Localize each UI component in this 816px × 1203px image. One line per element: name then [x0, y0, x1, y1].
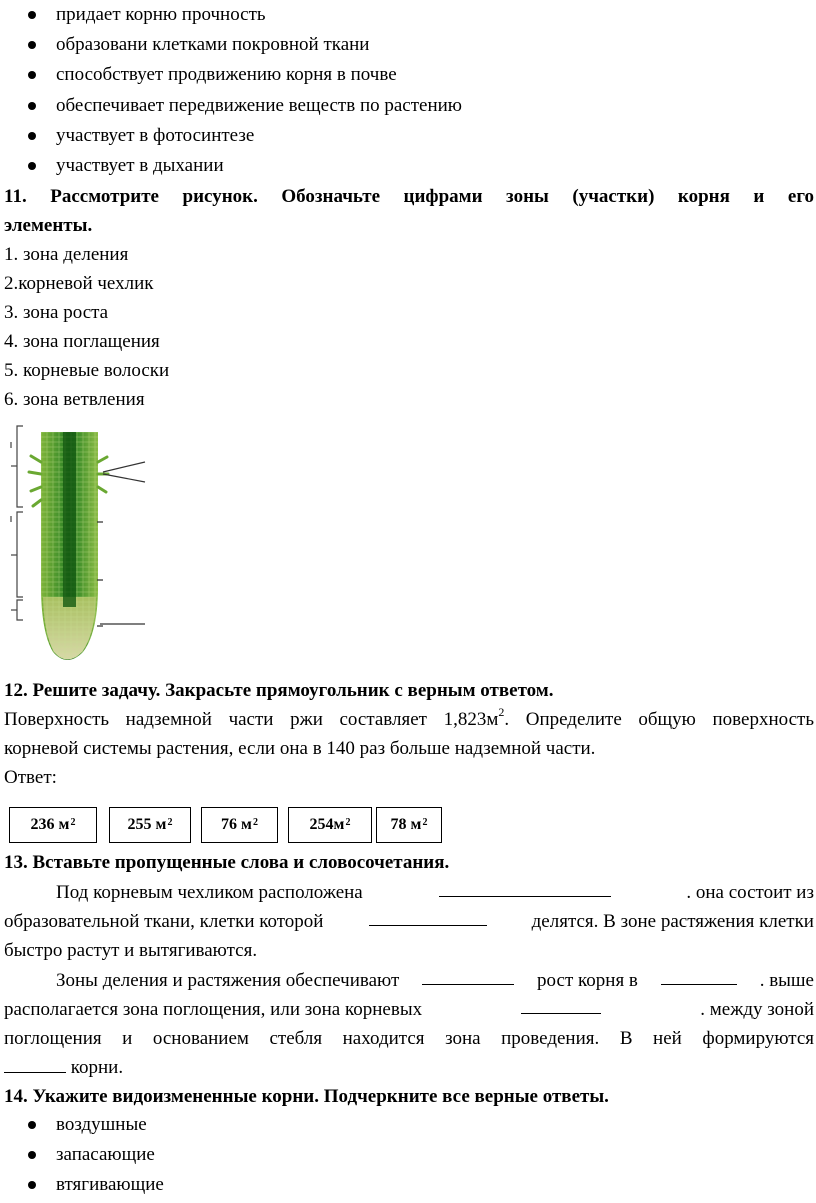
- q12-text-line1: Поверхность надземной части ржи составляет $1,823м^2$. Определите общую поверхность: [4, 704, 814, 730]
- list-item: обеспечивает передвижение веществ по растению: [28, 91, 462, 121]
- list-item: 5. корневые волоски: [4, 360, 170, 381]
- bullet-icon: [28, 1121, 36, 1129]
- bullet-icon: [28, 1181, 36, 1189]
- answer-option-5[interactable]: 78 м $^2$: [376, 807, 442, 843]
- q13-p1-line2: образовательной ткани, клетки которой делятся. В зоне растяжения клетки: [4, 907, 814, 936]
- answer-option-4[interactable]: 254м $^2$: [288, 807, 372, 843]
- zone-brackets: [11, 426, 23, 620]
- list-item: участвует в фотосинтезе: [28, 121, 462, 151]
- bullet-icon: [28, 102, 36, 110]
- q12-answer-label: Ответ:: [4, 767, 57, 788]
- bullet-icon: [28, 11, 36, 19]
- list-item: способствует продвижению корня в почве: [28, 60, 462, 90]
- q11-title-line1: 11. Рассмотрите рисунок. Обозначьте цифрами зоны (участки) корня и его: [4, 186, 814, 207]
- q11-title-line2: элементы.: [4, 215, 93, 236]
- bullet-icon: [28, 41, 36, 49]
- q13-p2-line4: корни.: [4, 1053, 814, 1082]
- blank-field[interactable]: [369, 907, 487, 926]
- list-item: участвует в дыхании: [28, 151, 462, 181]
- root-diagram-figure: [5, 412, 150, 674]
- q12-text-line2: корневой системы растения, если она в 140 раз больше надземной части.: [4, 738, 596, 759]
- list-item: запасающие: [28, 1140, 164, 1170]
- bullet-list-q14: [28, 1110, 164, 1201]
- bullet-list-top: [28, 0, 462, 181]
- q13-p2-line2: располагается зона поглощения, или зона корневых . между зоной: [4, 995, 814, 1024]
- q12-title: 12. Решите задачу. Закрасьте прямоугольник с верным ответом.: [4, 680, 554, 701]
- bullet-icon: [28, 71, 36, 79]
- blank-field[interactable]: [661, 966, 737, 985]
- q11-items: [4, 240, 814, 414]
- q13-title: 13. Вставьте пропущенные слова и словосочетания.: [4, 852, 450, 873]
- list-item: 2.корневой чехлик: [4, 273, 154, 294]
- answer-option-3[interactable]: 76 м $^2$: [201, 807, 278, 843]
- blank-field[interactable]: [422, 966, 514, 985]
- list-item: образовани клетками покровной ткани: [28, 30, 462, 60]
- pointer-lines: [97, 462, 145, 626]
- q13-p2-line1: Зоны деления и растяжения обеспечивают рост корня в . выше: [4, 966, 814, 995]
- list-item: воздушные: [28, 1110, 164, 1140]
- list-item: 1. зона деления: [4, 244, 129, 265]
- list-item: 3. зона роста: [4, 302, 109, 323]
- root-illustration: [11, 426, 145, 660]
- q13-p1-line3: быстро растут и вытягиваются.: [4, 940, 258, 961]
- blank-field[interactable]: [439, 878, 611, 897]
- bullet-icon: [28, 132, 36, 140]
- list-item: 4. зона поглащения: [4, 331, 160, 352]
- list-item: придает корню прочность: [28, 0, 462, 30]
- q13-p1-line1: Под корневым чехликом расположена . она состоит из: [4, 878, 814, 907]
- blank-field[interactable]: [521, 995, 601, 1014]
- list-item: 6. зона ветвления: [4, 389, 145, 410]
- bullet-icon: [28, 162, 36, 170]
- q14-title: 14. Укажите видоизмененные корни. Подчеркните все верные ответы.: [4, 1086, 609, 1107]
- q13-p2-line3: поглощения и основанием стебля находится зона проведения. В ней формируются: [4, 1028, 814, 1049]
- bullet-icon: [28, 1151, 36, 1159]
- blank-field[interactable]: [4, 1054, 66, 1073]
- answer-option-1[interactable]: 236 м $^2$: [9, 807, 97, 843]
- list-item: втягивающие: [28, 1170, 164, 1200]
- answer-option-2[interactable]: 255 м $^2$: [109, 807, 191, 843]
